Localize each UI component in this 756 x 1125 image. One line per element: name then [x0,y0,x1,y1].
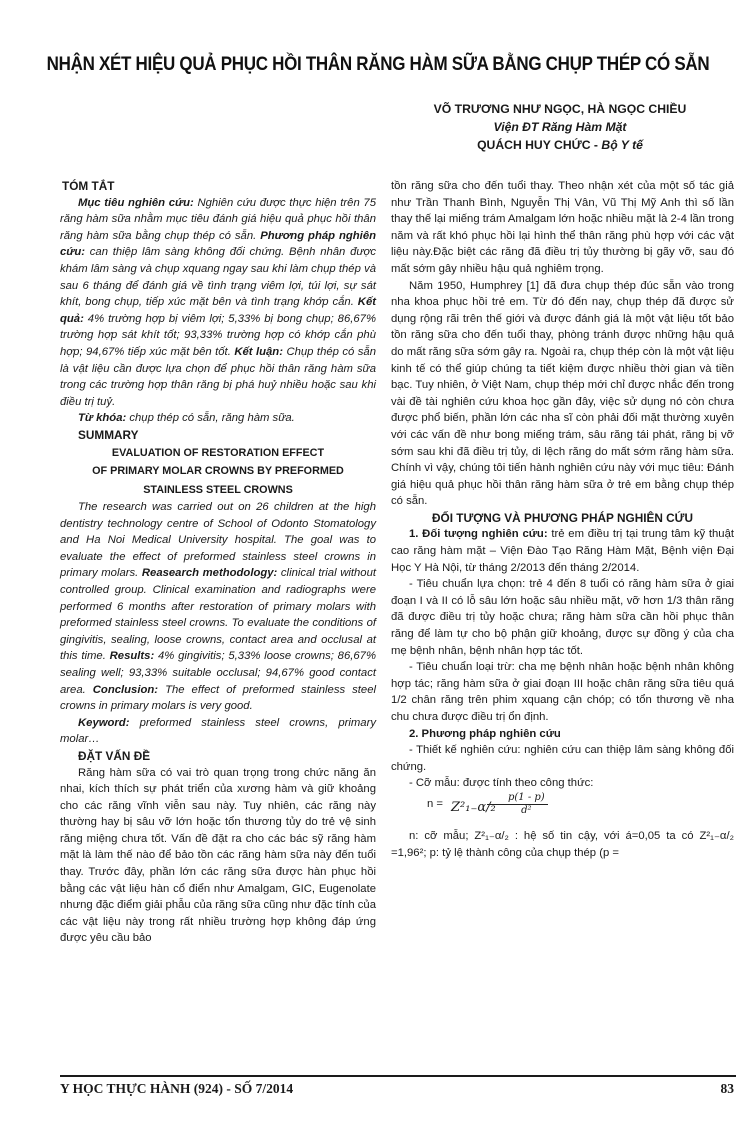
author-affiliation: Viện ĐT Răng Hàm Mặt [493,120,627,134]
summary-title-line-3: STAINLESS STEEL CROWNS [143,483,293,496]
summary-title-line-2: OF PRIMARY MOLAR CROWNS BY PREFORMED [92,465,344,477]
author-name-3: QUÁCH HUY CHỨC - [477,138,602,152]
summary-intro: The research was carried out on 26 children at the high dentistry technology centre of School of Odonto Stomatology and Ha Noi Medical University hospital. The goal was to evaluate the effect of preformed stainless steel crowns in primary molars. [60,501,376,580]
formula-n: n = [427,797,444,810]
page-number: 83 [720,1081,734,1096]
variable-definitions: n: cỡ mẫu; Z²₁₋α/₂ : hệ số tin cậy, với á=0,05 ta có Z²₁₋α/₂ =1,96²; p: tỷ lệ thành công của chụp thép (p = [391,829,734,859]
article-title: NHẬN XÉT HIỆU QUẢ PHỤC HỒI THÂN RĂNG HÀM SỮA BẰNG CHỤP THÉP CÓ SẴN [46,52,710,75]
subjects-label: 1. Đối tượng nghiên cứu: [409,528,548,541]
journal-footer: Y HỌC THỰC HÀNH (924) - SỐ 7/2014 [60,1081,294,1096]
subjects-paragraph [391,526,734,576]
method-subheading: 2. Phương pháp nghiên cứu [409,727,561,740]
design-paragraph: - Thiết kế nghiên cứu: nghiên cứu can thiệp lâm sàng không đối chứng. [391,744,734,773]
abstract-vi [60,195,376,411]
en-conclusion-label: Conclusion: [85,683,159,696]
en-method-label: Reasearch methodology: [138,567,278,580]
en-conclusion-text: The effect of preformed stainless steel crowns in primary molars is very good. [60,683,377,713]
intro-continued: tồn răng sữa cho đến tuổi thay. Theo nhận xét của một số tác giả như Trần Thanh Bình, Nguyễn Thị Vân, Vũ Thị Mỹ Anh thì số lần thay thế lại miếng trám Amalgam lớn hoặc nhiều mặt là 2-4 lần trong năm và rất khó phục hồi lại hình thể thân răng phù hợp với các vật liệu này.Đặc biệt các răng đã điều trị tủy thường bị gãy vỡ, sau đó mất sớm gây nhiều hậu quả nghiêm trọng. [391,180,734,275]
sample-size-formula [391,792,734,828]
introduction-heading: ĐẶT VẤN ĐỀ [78,748,151,763]
inclusion-criteria: - Tiêu chuẩn lựa chọn: trẻ 4 đến 8 tuổi có răng hàm sữa ở giai đoạn I và II có lỗ sâu lớn hoặc sâu nhiều mặt, vỡ hơn 1/3 thân răng đã được điều trị tủy hoặc chưa; răng hàm sữa cần hồi phục thân răng để làm tự cho bộ phận giữ khoảng, được sự đồng ý của cha mẹ bệnh nhân, bệnh nhân hợp tác tốt. [391,578,734,657]
keywords-text: chụp thép có sẵn, răng hàm sữa. [126,412,295,425]
footer-rule [60,1075,736,1077]
summary-title [60,444,376,500]
result-label: Kết quả: [60,296,376,325]
keywords-vi [60,410,376,427]
subjects-text: trẻ em điều trị tại trung tâm kỹ thuật cao răng hàm mặt – Viện Đào Tạo Răng Hàm Mặt, Bệnh viện Đại Học Y Hà Nội, từ tháng 2/2013 đến tháng 2/2014. [391,528,735,574]
right-column [391,178,734,861]
author-org-3: Bộ Y tế [601,138,643,152]
en-keyword-text: preformed stainless steel crowns, primary molar… [60,716,376,746]
objective-text: Nghiên cứu được thực hiện trên 75 răng hàm sữa nhằm mục tiêu đánh giá hiệu quả phục hồi thân răng hàm sữa bằng chụp thép có sẵn. [60,196,376,242]
summary-heading: SUMMARY [78,427,139,442]
methods-heading: ĐỐI TƯỢNG VÀ PHƯƠNG PHÁP NGHIÊN CỨU [432,510,693,525]
formula-numerator: p(1 - p) [487,792,548,805]
en-method-text: clinical trial without controlled group. Clinical examination and radiographs were performed 6 months after restoration of primary molars with preformed stainless steel crowns. To evaluate the conditions of gingivitis, sealing, loose crowns, contact area and occlusal at this time. [60,567,376,663]
conclusion-label: Kết luận: [230,345,283,358]
exclusion-criteria: - Tiêu chuẩn loại trừ: cha mẹ bệnh nhân hoặc bệnh nhân không hợp tác; răng hàm sữa ở giai đoạn III hoặc chân răng sữa tiêu quá 1/2 chân răng trên phim xquang cận chóp; có tổn thương về nha chu chưa được điều trị ổn định. [391,661,734,723]
formula-fraction [487,792,548,817]
result-text: 4% trường hợp bị viêm lợi; 5,33% bị bong chụp; 86,67% trường hợp sát khít tốt; 93,33% trường hợp có khớp cắn phù hợp; 94,67% tiếp xúc mặt bên tốt. [60,312,376,358]
abstract-en [60,499,376,715]
formula-z: Z²₁₋α/₂ [451,799,496,815]
abstract-heading: TÓM TẮT [62,179,115,193]
left-column [60,178,376,947]
en-results-text: 4% gingivitis; 5,33% loose crowns; 86,67% sealing well; 93,33% suitable occlusal; 94,67% good contact area. [60,650,376,696]
summary-title-line-1: EVALUATION OF RESTORATION EFFECT [111,446,325,459]
author-line-1: VÕ TRƯƠNG NHƯ NGỌC, HÀ NGỌC CHIỀU [433,102,687,116]
introduction-paragraph: Răng hàm sữa có vai trò quan trọng trong chức năng ăn nhai, kích thích sự phát triển của xương hàm và giữ khoảng cho các răng vĩnh viễn sau này. Tuy nhiên, các răng này thường hay bị sâu vỡ lớn hoặc tổn thương tủy do trẻ vệ sinh răng miệng chưa tốt. Vấn đề đặt ra cho các bác sỹ răng hàm mặt là làm thế nào để bảo tồn các răng hàm sữa này đến tuổi thay. Trước đây, phần lớn các răng sữa được hàn phục hồi bằng các vật liệu hàn cổ điển như Amalgam, GIC, Eugenolate nhưng đặc điểm giải phẫu của răng sữa cũng như đặc tính của các vật liệu này trong rất nhiều trường hợp không đáp ứng được yêu cầu bảo [60,766,376,945]
author-line-3 [390,136,730,154]
authors-block [390,100,730,154]
keywords-label: Từ khóa: [78,412,127,425]
en-keyword-label: Keyword: [78,716,130,729]
method-label: Phương pháp nghiên cứu: [60,229,377,259]
intro-paragraph-2: Năm 1950, Humphrey [1] đã đưa chụp thép đúc sẵn vào trong nha khoa phục hồi trẻ em. Từ đó đến nay, chụp thép đã được sử dụng rộng rãi trên thế giới và được đánh giá là một vật liệu tốt bảo tồn răng sữa cho đến tuổi thay, phòng tránh được những hậu quả do mất răng sữa sớm gây ra. Ngoài ra, chụp thép còn là một vật liệu kinh tế có thể giúp chúng ta tiết kiệm được nhiều thời gian và tiền bạc. Tuy nhiên, ở Việt Nam, chụp thép mới chỉ được nhắc đến trong vài đề tài nghiên cứu khoa học gần đây, việc sử dụng nó còn chưa được phổ biến, phần lớn các nha sĩ còn phải đối mặt thường xuyên với các vấn đề như bong miếng trám, sâu răng tái phát, răng bị vỡ sớm sau khi đã điều trị tủy, di lệch răng do mất sớm răng hàm sữa. Chính vì vậy, chúng tôi tiến hành nghiên cứu này với mục tiêu: Đánh giá hiệu quả phục hồi thân răng hàm sữa ở trẻ em bằng chụp thép có sẵn. [391,279,734,508]
keywords-en [60,715,376,748]
method-text: can thiệp lâm sàng không đối chứng. Bệnh nhân được khám lâm sàng và chụp xquang ngay sau khi làm chụp thép và sau 6 tháng để đánh giá về tình trạng viêm lợi, túi lợi, sự sát khít, bong chụp, tiếp xúc mặt bên và tình trạng khớp cắn. [60,246,376,309]
conclusion-text: Chụp thép có sẵn là vật liệu cần được lựa chọn để phục hồi thân răng hàm sữa trong các trường hợp thân răng bị phá huỷ nhiều hoặc sau khi điều trị tuỷ. [60,345,377,408]
objective-label: Mục tiêu nghiên cứu: [78,196,194,209]
en-results-label: Results: [105,650,155,663]
sample-size-paragraph: - Cỡ mẫu: được tính theo công thức: [409,777,594,790]
formula-denominator: d² [521,804,532,816]
